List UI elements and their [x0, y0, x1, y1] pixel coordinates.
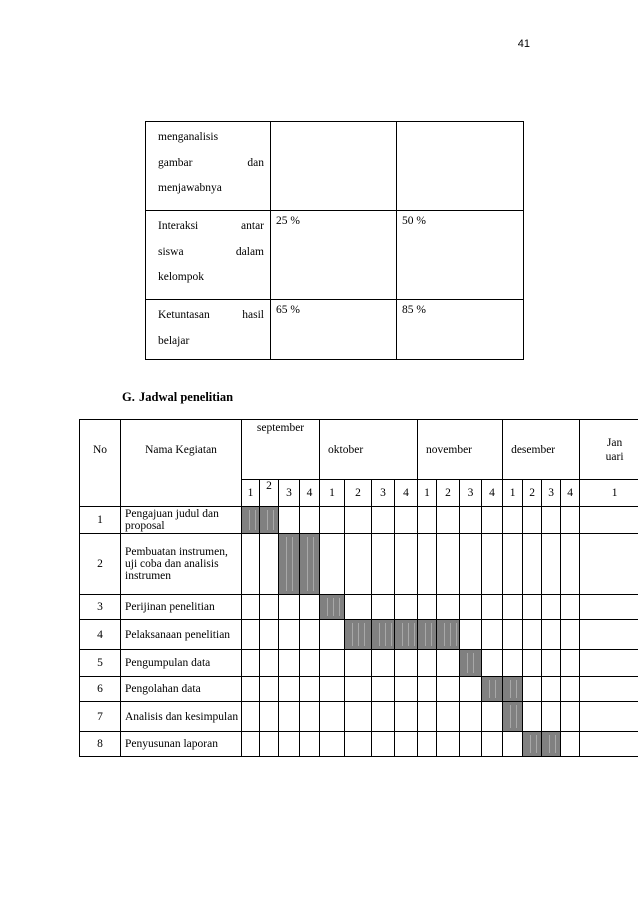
schedule-empty-cell [580, 534, 638, 595]
schedule-empty-cell [279, 677, 300, 702]
schedule-empty-cell [482, 702, 503, 732]
schedule-empty-cell [482, 620, 503, 650]
schedule-filled-cell [279, 534, 300, 595]
schedule-empty-cell [279, 507, 300, 534]
criteria-label-line: menjawabnya [158, 182, 222, 194]
schedule-filled-cell [482, 677, 503, 702]
schedule-empty-cell [279, 620, 300, 650]
schedule-empty-cell [418, 534, 437, 595]
schedule-empty-cell [542, 677, 561, 702]
section-index: G. [122, 390, 135, 404]
schedule-empty-cell [242, 702, 260, 732]
schedule-empty-cell [523, 534, 542, 595]
schedule-empty-cell [503, 620, 523, 650]
criteria-label-line: Interaksi antar [158, 220, 264, 232]
section-title: Jadwal penelitian [139, 390, 234, 404]
header-activity: Nama Kegiatan [121, 420, 242, 507]
header-no: No [80, 420, 121, 507]
schedule-empty-cell [260, 677, 279, 702]
criteria-value: 85 % [397, 300, 524, 360]
schedule-empty-cell [503, 650, 523, 677]
criteria-value: 25 % [271, 211, 397, 300]
schedule-empty-cell [561, 507, 580, 534]
schedule-empty-cell [300, 620, 320, 650]
schedule-filled-cell [437, 620, 460, 650]
schedule-empty-cell [260, 620, 279, 650]
schedule-empty-cell [503, 732, 523, 757]
schedule-empty-cell [242, 595, 260, 620]
schedule-empty-cell [482, 507, 503, 534]
schedule-empty-cell [372, 534, 395, 595]
page-number: 41 [517, 38, 530, 50]
schedule-empty-cell [242, 677, 260, 702]
header-week-cell: 3 [542, 480, 561, 507]
header-week-cell: 2 [523, 480, 542, 507]
schedule-empty-cell [395, 534, 418, 595]
table-row [146, 211, 524, 300]
schedule-empty-cell [345, 507, 372, 534]
schedule-empty-cell [345, 732, 372, 757]
schedule-empty-cell [460, 534, 482, 595]
schedule-table [79, 419, 638, 757]
schedule-empty-cell [561, 534, 580, 595]
activity-name: Pengajuan judul dan proposal [121, 507, 242, 534]
schedule-empty-cell [242, 620, 260, 650]
schedule-empty-cell [437, 595, 460, 620]
schedule-empty-cell [300, 732, 320, 757]
header-month-september: september [242, 420, 320, 480]
schedule-empty-cell [395, 677, 418, 702]
header-week-cell: 2 [345, 480, 372, 507]
schedule-empty-cell [242, 650, 260, 677]
header-week-cell: 4 [482, 480, 503, 507]
criteria-label [146, 122, 271, 211]
activity-name: Pelaksanaan penelitian [121, 620, 242, 650]
row-number: 4 [80, 620, 121, 650]
header-week-cell: 1 [320, 480, 345, 507]
schedule-empty-cell [372, 732, 395, 757]
schedule-empty-cell [260, 732, 279, 757]
schedule-empty-cell [561, 702, 580, 732]
criteria-label-line: Ketuntasan hasil [158, 309, 264, 321]
schedule-filled-cell [300, 534, 320, 595]
schedule-empty-cell [542, 507, 561, 534]
header-week-cell: 2 [260, 480, 279, 507]
criteria-value [397, 122, 524, 211]
schedule-empty-cell [523, 595, 542, 620]
schedule-empty-cell [418, 677, 437, 702]
schedule-empty-cell [372, 507, 395, 534]
schedule-empty-cell [320, 534, 345, 595]
schedule-empty-cell [279, 650, 300, 677]
schedule-empty-cell [320, 650, 345, 677]
schedule-empty-cell [395, 702, 418, 732]
schedule-empty-cell [437, 732, 460, 757]
schedule-empty-cell [437, 677, 460, 702]
table-row [80, 732, 638, 757]
row-number: 1 [80, 507, 121, 534]
schedule-header-row [80, 420, 638, 480]
schedule-empty-cell [418, 732, 437, 757]
schedule-filled-cell [372, 620, 395, 650]
schedule-empty-cell [503, 595, 523, 620]
schedule-empty-cell [279, 732, 300, 757]
schedule-filled-cell [503, 702, 523, 732]
schedule-empty-cell [580, 507, 638, 534]
header-week-cell: 4 [395, 480, 418, 507]
schedule-empty-cell [372, 677, 395, 702]
table-row [80, 620, 638, 650]
schedule-empty-cell [320, 732, 345, 757]
schedule-empty-cell [300, 702, 320, 732]
schedule-empty-cell [395, 507, 418, 534]
schedule-empty-cell [260, 702, 279, 732]
schedule-empty-cell [418, 507, 437, 534]
criteria-label-line: kelompok [158, 271, 204, 283]
schedule-empty-cell [300, 507, 320, 534]
schedule-empty-cell [523, 650, 542, 677]
header-month-oktober: oktober [320, 420, 418, 480]
schedule-empty-cell [395, 732, 418, 757]
schedule-empty-cell [345, 702, 372, 732]
schedule-filled-cell [320, 595, 345, 620]
schedule-empty-cell [279, 595, 300, 620]
schedule-empty-cell [437, 534, 460, 595]
schedule-empty-cell [460, 595, 482, 620]
schedule-empty-cell [300, 677, 320, 702]
schedule-empty-cell [437, 507, 460, 534]
schedule-empty-cell [320, 702, 345, 732]
table-row [80, 534, 638, 595]
schedule-filled-cell [395, 620, 418, 650]
schedule-empty-cell [523, 507, 542, 534]
header-week-cell: 3 [372, 480, 395, 507]
header-week-cell: 4 [300, 480, 320, 507]
criteria-label [146, 300, 271, 360]
criteria-table [145, 121, 524, 360]
schedule-empty-cell [345, 595, 372, 620]
header-month-november: november [418, 420, 503, 480]
schedule-empty-cell [437, 650, 460, 677]
schedule-empty-cell [542, 650, 561, 677]
section-heading [122, 390, 233, 405]
table-row [146, 122, 524, 211]
header-week-cell: 1 [242, 480, 260, 507]
schedule-empty-cell [561, 677, 580, 702]
schedule-filled-cell [418, 620, 437, 650]
schedule-empty-cell [542, 534, 561, 595]
schedule-filled-cell [345, 620, 372, 650]
schedule-empty-cell [418, 702, 437, 732]
schedule-body [80, 507, 638, 757]
schedule-empty-cell [345, 650, 372, 677]
schedule-empty-cell [523, 702, 542, 732]
table-row [80, 507, 638, 534]
header-month-januari: Jan uari [580, 420, 638, 480]
criteria-label-line: siswa dalam [158, 245, 264, 258]
header-week-cell: 1 [418, 480, 437, 507]
schedule-empty-cell [580, 677, 638, 702]
schedule-empty-cell [300, 650, 320, 677]
schedule-empty-cell [320, 677, 345, 702]
schedule-empty-cell [542, 620, 561, 650]
schedule-empty-cell [503, 534, 523, 595]
header-week-cell: 1 [503, 480, 523, 507]
schedule-empty-cell [260, 595, 279, 620]
activity-name: Pembuatan instrumen, uji coba dan analisis instrumen [121, 534, 242, 595]
schedule-empty-cell [279, 702, 300, 732]
schedule-empty-cell [395, 650, 418, 677]
schedule-empty-cell [482, 595, 503, 620]
schedule-empty-cell [460, 732, 482, 757]
header-week-cell: 2 [437, 480, 460, 507]
schedule-empty-cell [561, 595, 580, 620]
activity-name: Perijinan penelitian [121, 595, 242, 620]
schedule-empty-cell [372, 650, 395, 677]
schedule-empty-cell [372, 702, 395, 732]
row-number: 8 [80, 732, 121, 757]
table-row [80, 677, 638, 702]
schedule-empty-cell [580, 595, 638, 620]
row-number: 6 [80, 677, 121, 702]
schedule-empty-cell [418, 650, 437, 677]
header-week-cell: 4 [561, 480, 580, 507]
schedule-empty-cell [523, 677, 542, 702]
schedule-filled-cell [260, 507, 279, 534]
schedule-empty-cell [345, 677, 372, 702]
schedule-empty-cell [460, 702, 482, 732]
schedule-empty-cell [242, 534, 260, 595]
schedule-empty-cell [372, 595, 395, 620]
schedule-empty-cell [460, 677, 482, 702]
schedule-empty-cell [482, 650, 503, 677]
table-row [80, 595, 638, 620]
schedule-empty-cell [580, 732, 638, 757]
row-number: 3 [80, 595, 121, 620]
schedule-empty-cell [460, 620, 482, 650]
schedule-empty-cell [260, 534, 279, 595]
criteria-label-line: menganalisis [158, 131, 219, 143]
schedule-empty-cell [395, 595, 418, 620]
schedule-empty-cell [580, 702, 638, 732]
activity-name: Pengolahan data [121, 677, 242, 702]
schedule-empty-cell [542, 595, 561, 620]
criteria-value [271, 122, 397, 211]
schedule-empty-cell [561, 732, 580, 757]
activity-name: Penyusunan laporan [121, 732, 242, 757]
schedule-empty-cell [482, 732, 503, 757]
criteria-label-line: gambar dan [158, 156, 264, 169]
schedule-empty-cell [320, 507, 345, 534]
schedule-empty-cell [482, 534, 503, 595]
header-month-desember: desember [503, 420, 580, 480]
header-week-cell: 1 [580, 480, 638, 507]
schedule-filled-cell [242, 507, 260, 534]
table-row [80, 702, 638, 732]
table-row [80, 650, 638, 677]
schedule-empty-cell [320, 620, 345, 650]
schedule-empty-cell [460, 507, 482, 534]
row-number: 5 [80, 650, 121, 677]
row-number: 2 [80, 534, 121, 595]
table-row [146, 300, 524, 360]
schedule-filled-cell [460, 650, 482, 677]
activity-name: Pengumpulan data [121, 650, 242, 677]
schedule-empty-cell [561, 650, 580, 677]
schedule-empty-cell [260, 650, 279, 677]
schedule-empty-cell [345, 534, 372, 595]
schedule-filled-cell [542, 732, 561, 757]
row-number: 7 [80, 702, 121, 732]
schedule-empty-cell [542, 702, 561, 732]
header-week-cell: 3 [279, 480, 300, 507]
schedule-empty-cell [580, 620, 638, 650]
schedule-empty-cell [300, 595, 320, 620]
criteria-value: 65 % [271, 300, 397, 360]
schedule-filled-cell [503, 677, 523, 702]
schedule-empty-cell [418, 595, 437, 620]
schedule-empty-cell [523, 620, 542, 650]
activity-name: Analisis dan kesimpulan [121, 702, 242, 732]
criteria-label-line: belajar [158, 334, 190, 347]
schedule-filled-cell [523, 732, 542, 757]
header-week-cell: 3 [460, 480, 482, 507]
schedule-empty-cell [580, 650, 638, 677]
criteria-label [146, 211, 271, 300]
schedule-empty-cell [242, 732, 260, 757]
schedule-empty-cell [503, 507, 523, 534]
schedule-empty-cell [561, 620, 580, 650]
criteria-value: 50 % [397, 211, 524, 300]
schedule-empty-cell [437, 702, 460, 732]
